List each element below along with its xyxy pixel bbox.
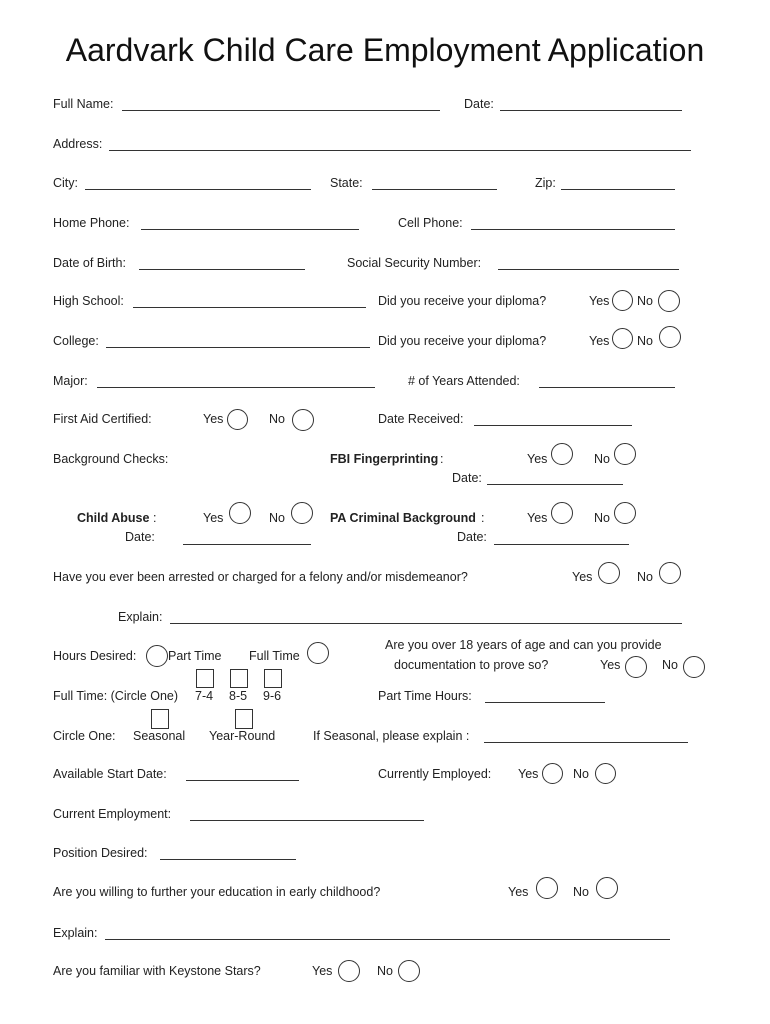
arrested-question: Have you ever been arrested or charged for a felony and/or misdemeanor? [53, 570, 468, 584]
years-attended-label: # of Years Attended: [408, 374, 520, 388]
fbi-colon: : [440, 452, 444, 466]
keystone-no-radio[interactable] [398, 960, 420, 982]
over18-question-line2: documentation to prove so? [394, 658, 549, 672]
education-no-radio[interactable] [596, 877, 618, 899]
first-aid-label: First Aid Certified: [53, 412, 152, 426]
address-field[interactable] [109, 150, 691, 151]
fbi-no-radio[interactable] [614, 443, 636, 465]
pa-criminal-yes-label: Yes [527, 511, 548, 525]
ssn-label: Social Security Number: [347, 256, 482, 270]
dob-label: Date of Birth: [53, 256, 126, 270]
date-label: Date: [464, 97, 494, 111]
over18-yes-radio[interactable] [625, 656, 647, 678]
hs-diploma-no-label: No [637, 294, 653, 308]
full-time-shift-label: Full Time: (Circle One) [53, 689, 179, 703]
current-employment-label: Current Employment: [53, 807, 172, 821]
city-label: City: [53, 176, 78, 190]
shift-8-5-label: 8-5 [229, 689, 248, 703]
pa-criminal-date-field[interactable] [494, 544, 629, 545]
full-name-label: Full Name: [53, 97, 114, 111]
education-no-label: No [573, 885, 589, 899]
employed-no-label: No [573, 767, 589, 781]
seasonal-explain-field[interactable] [484, 742, 688, 743]
currently-employed-label: Currently Employed: [378, 767, 492, 781]
first-aid-no-radio[interactable] [292, 409, 314, 431]
shift-7-4-checkbox[interactable] [196, 669, 214, 688]
date-received-field[interactable] [474, 425, 632, 426]
child-abuse-yes-radio[interactable] [229, 502, 251, 524]
fbi-date-label: Date: [452, 471, 482, 485]
city-field[interactable] [85, 189, 311, 190]
pa-criminal-label: PA Criminal Background [330, 511, 476, 525]
employed-no-radio[interactable] [595, 763, 616, 784]
part-time-label: Part Time [168, 649, 222, 663]
arrested-explain-field[interactable] [170, 623, 682, 624]
current-employment-field[interactable] [190, 820, 424, 821]
first-aid-yes-label: Yes [203, 412, 224, 426]
child-abuse-label: Child Abuse [77, 511, 150, 525]
arrested-no-label: No [637, 570, 653, 584]
pa-criminal-no-label: No [594, 511, 610, 525]
child-abuse-colon: : [153, 511, 157, 525]
arrested-no-radio[interactable] [659, 562, 681, 584]
college-label: College: [53, 334, 99, 348]
part-time-radio[interactable] [146, 645, 168, 667]
dob-field[interactable] [139, 269, 305, 270]
hours-desired-label: Hours Desired: [53, 649, 137, 663]
first-aid-yes-radio[interactable] [227, 409, 248, 430]
year-round-label: Year-Round [209, 729, 276, 743]
cell-phone-field[interactable] [471, 229, 675, 230]
high-school-field[interactable] [133, 307, 366, 308]
employed-yes-radio[interactable] [542, 763, 563, 784]
education-explain-field[interactable] [105, 939, 670, 940]
employed-yes-label: Yes [518, 767, 539, 781]
college-diploma-no-label: No [637, 334, 653, 348]
hs-diploma-question: Did you receive your diploma? [378, 294, 547, 308]
pa-criminal-date-label: Date: [457, 530, 487, 544]
major-label: Major: [53, 374, 88, 388]
over18-yes-label: Yes [600, 658, 621, 672]
child-abuse-date-field[interactable] [183, 544, 311, 545]
home-phone-field[interactable] [141, 229, 359, 230]
education-yes-label: Yes [508, 885, 529, 899]
over18-no-label: No [662, 658, 678, 672]
fbi-date-field[interactable] [487, 484, 623, 485]
over18-question-line1: Are you over 18 years of age and can you provide [385, 638, 662, 652]
start-date-label: Available Start Date: [53, 767, 167, 781]
college-field[interactable] [106, 347, 370, 348]
ssn-field[interactable] [498, 269, 679, 270]
arrested-yes-label: Yes [572, 570, 593, 584]
fbi-label: FBI Fingerprinting [330, 452, 439, 466]
cell-phone-label: Cell Phone: [398, 216, 463, 230]
over18-no-radio[interactable] [683, 656, 705, 678]
major-field[interactable] [97, 387, 375, 388]
fbi-no-label: No [594, 452, 610, 466]
child-abuse-no-radio[interactable] [291, 502, 313, 524]
child-abuse-no-label: No [269, 511, 285, 525]
start-date-field[interactable] [186, 780, 299, 781]
fbi-yes-radio[interactable] [551, 443, 573, 465]
college-diploma-no-radio[interactable] [659, 326, 681, 348]
pa-criminal-colon: : [481, 511, 485, 525]
position-desired-field[interactable] [160, 859, 296, 860]
high-school-label: High School: [53, 294, 124, 308]
home-phone-label: Home Phone: [53, 216, 130, 230]
keystone-question: Are you familiar with Keystone Stars? [53, 964, 261, 978]
background-checks-label: Background Checks: [53, 452, 169, 466]
shift-8-5-checkbox[interactable] [230, 669, 248, 688]
child-abuse-yes-label: Yes [203, 511, 224, 525]
pa-criminal-no-radio[interactable] [614, 502, 636, 524]
full-time-label: Full Time [249, 649, 300, 663]
address-label: Address: [53, 137, 103, 151]
keystone-no-label: No [377, 964, 393, 978]
college-diploma-question: Did you receive your diploma? [378, 334, 547, 348]
part-time-hours-label: Part Time Hours: [378, 689, 472, 703]
seasonal-checkbox[interactable] [151, 709, 169, 729]
arrested-explain-label: Explain: [118, 610, 163, 624]
hs-diploma-yes-label: Yes [589, 294, 610, 308]
full-name-field[interactable] [122, 110, 440, 111]
part-time-hours-field[interactable] [485, 702, 605, 703]
state-field[interactable] [372, 189, 497, 190]
zip-label: Zip: [535, 176, 556, 190]
date-received-label: Date Received: [378, 412, 464, 426]
circle-one-label: Circle One: [53, 729, 116, 743]
hs-diploma-yes-radio[interactable] [612, 290, 633, 311]
college-diploma-yes-label: Yes [589, 334, 610, 348]
shift-9-6-checkbox[interactable] [264, 669, 282, 688]
full-time-radio[interactable] [307, 642, 329, 664]
page-title: Aardvark Child Care Employment Application [65, 32, 705, 68]
hs-diploma-no-radio[interactable] [658, 290, 680, 312]
shift-9-6-label: 9-6 [263, 689, 282, 703]
seasonal-label: Seasonal [133, 729, 186, 743]
date-field[interactable] [500, 110, 682, 111]
keystone-yes-label: Yes [312, 964, 333, 978]
seasonal-explain-label: If Seasonal, please explain : [313, 729, 470, 743]
college-diploma-yes-radio[interactable] [612, 328, 633, 349]
year-round-checkbox[interactable] [235, 709, 253, 729]
education-question: Are you willing to further your education in early childhood? [53, 885, 381, 899]
shift-7-4-label: 7-4 [195, 689, 214, 703]
education-yes-radio[interactable] [536, 877, 558, 899]
education-explain-label: Explain: [53, 926, 98, 940]
position-desired-label: Position Desired: [53, 846, 148, 860]
years-attended-field[interactable] [539, 387, 675, 388]
pa-criminal-yes-radio[interactable] [551, 502, 573, 524]
first-aid-no-label: No [269, 412, 285, 426]
arrested-yes-radio[interactable] [598, 562, 620, 584]
zip-field[interactable] [561, 189, 675, 190]
state-label: State: [330, 176, 363, 190]
child-abuse-date-label: Date: [125, 530, 155, 544]
fbi-yes-label: Yes [527, 452, 548, 466]
keystone-yes-radio[interactable] [338, 960, 360, 982]
